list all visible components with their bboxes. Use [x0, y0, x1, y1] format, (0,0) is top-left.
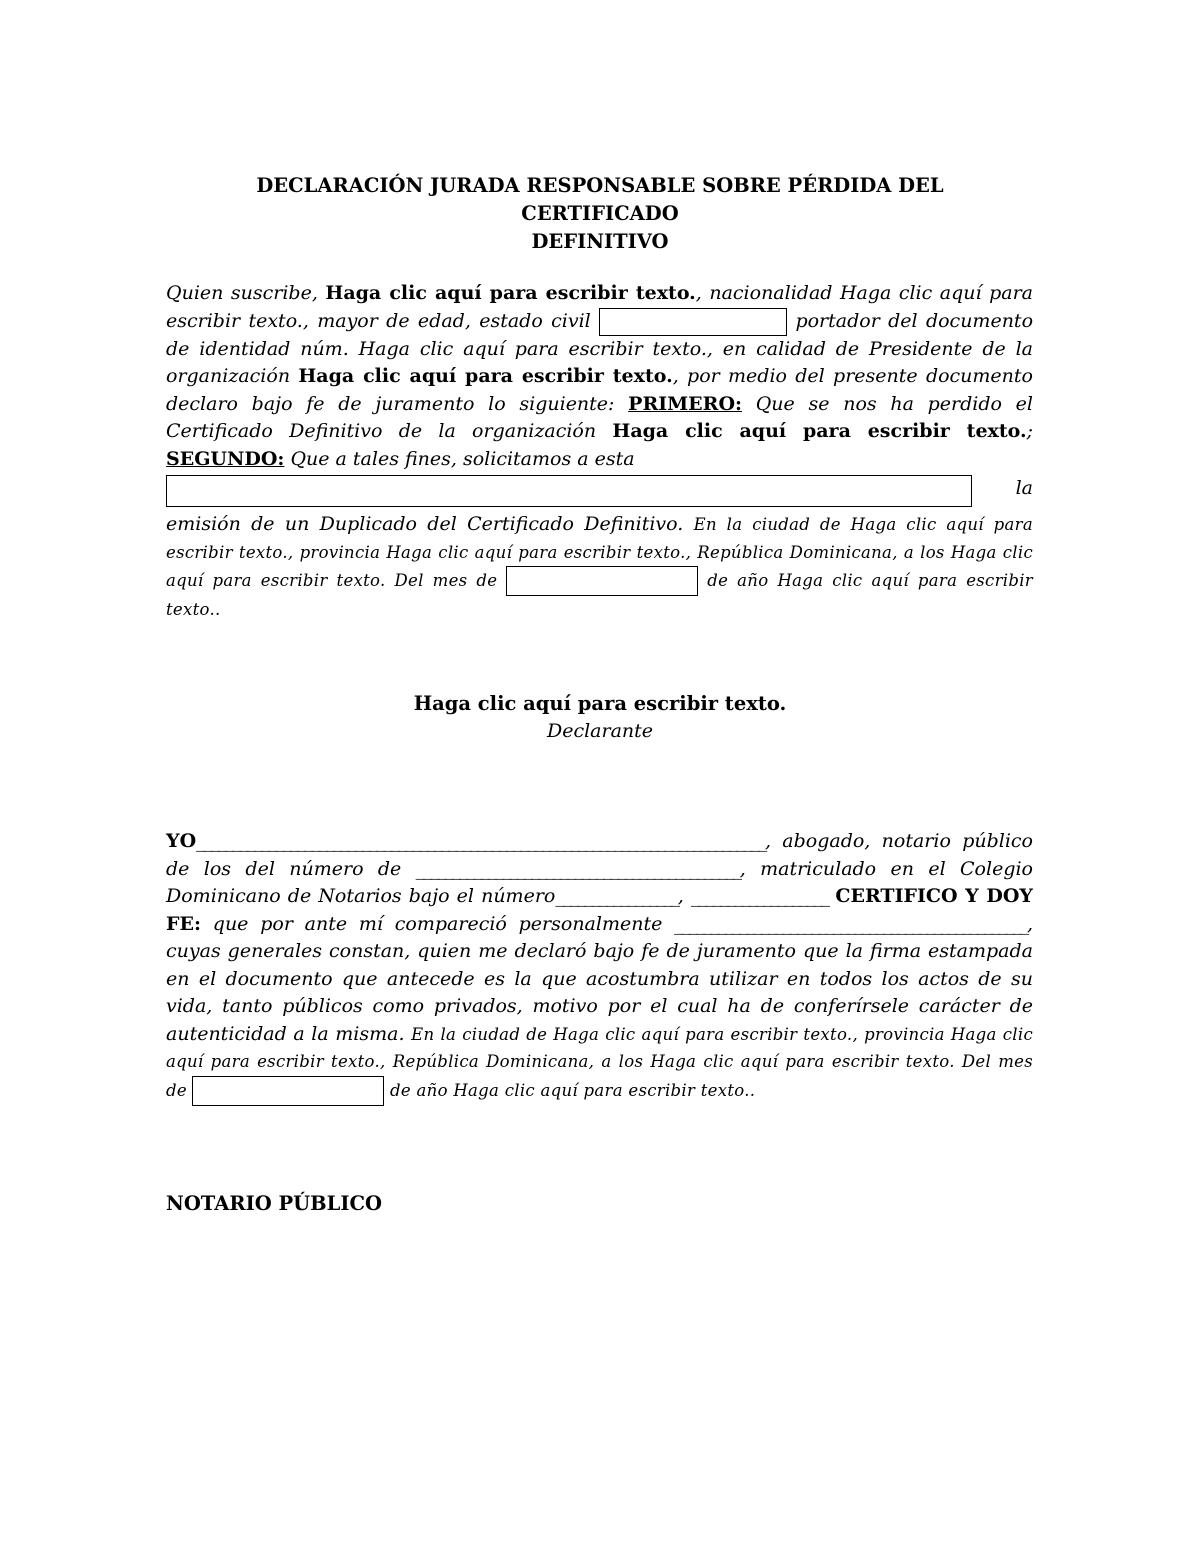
certifico-label: CERTIFICO Y DOY FE: — [166, 885, 1033, 935]
declaration-paragraph — [166, 280, 1033, 624]
notary-paragraph — [166, 828, 1033, 1106]
declarant-role: Declarante — [546, 720, 654, 742]
p2-text-1: , abogado, notario público de los del número de — [166, 830, 1033, 880]
organization-name-field-2[interactable]: Haga clic aquí para escribir texto. — [612, 420, 1027, 442]
p2-text-7: de año Haga clic aquí para escribir texto.. — [384, 1080, 756, 1100]
p1-text-3: portador del documento de identidad núm. Haga clic aquí para escribir texto., en calidad de Presidente de la organización — [166, 309, 1034, 387]
matricula-blank-line: _________________ — [555, 885, 678, 907]
p2-text-6: En la ciudad de Haga clic aquí para escribir texto., provincia Haga clic aquí para escribir texto., República Dominicana, a los Haga clic aquí para escribir texto. Del mes de — [166, 1024, 1033, 1100]
compareciente-blank-line: _________________________________________________ — [674, 912, 1027, 935]
p1-text-6: ; — [1026, 420, 1033, 442]
p1-text-5: Que se nos ha perdido el Certificado Definitivo de la organización — [166, 392, 1033, 442]
p1-text-la: la — [1015, 477, 1033, 499]
p1-text-1: Quien suscribe, — [166, 282, 326, 304]
p2-text-5: , cuyas generales constan, quien me declaró bajo fe de juramento que la firma estampada en el documento que antecede es la que acostumbra utilizar en todos los actos de su vida, tanto públicos como privados, motivo por el cual ha de conferírsele carácter de autenticidad a la misma. — [166, 912, 1033, 1045]
segundo-label: SEGUNDO: — [166, 447, 285, 470]
organization-name-field[interactable]: Haga clic aquí para escribir texto. — [298, 365, 673, 387]
p1-text-9: En la ciudad de Haga clic aquí para escribir texto., provincia Haga clic aquí para escribir texto., República Dominicana, a los Haga clic aquí para escribir texto. Del mes de — [166, 515, 1033, 590]
yo-blank-line: _______________________________________________________________________________ — [196, 830, 765, 852]
yo-label: YO — [166, 830, 197, 852]
declarant-signature-name[interactable]: Haga clic aquí para escribir texto. — [413, 692, 787, 715]
p2-text-2: , matriculado en el Colegio Dominicano de Notarios bajo el número — [166, 857, 1033, 907]
civil-status-field[interactable] — [599, 308, 787, 336]
title-line-2: DEFINITIVO — [531, 230, 669, 253]
notary-month-field[interactable] — [192, 1076, 384, 1106]
primero-label: PRIMERO: — [628, 392, 743, 415]
declarant-name-field[interactable]: Haga clic aquí para escribir texto. — [325, 282, 696, 304]
document-title — [180, 172, 1020, 256]
p2-text-3: , — [677, 885, 691, 907]
extra-blank-line: ___________________ — [690, 885, 828, 907]
p1-text-10: de año Haga clic aquí para escribir texto.. — [166, 571, 1033, 619]
p2-text-4: que por ante mí compareció personalmente — [201, 912, 675, 935]
p1-text-7: Que a tales fines, solicitamos a esta — [284, 447, 635, 470]
number-blank-line: _____________________________________________ — [415, 857, 740, 880]
p1-text-8: emisión de un Duplicado del Certificado Definitivo. — [166, 513, 694, 535]
institution-field[interactable] — [166, 475, 972, 507]
p1-text-2: , nacionalidad Haga clic aquí para escribir texto., mayor de edad, estado civil — [166, 282, 1033, 332]
month-field[interactable] — [506, 566, 698, 596]
title-line-1: DECLARACIÓN JURADA RESPONSABLE SOBRE PÉRDIDA DEL CERTIFICADO — [256, 174, 944, 225]
notary-signature-label: NOTARIO PÚBLICO — [166, 1192, 382, 1215]
institution-row — [166, 475, 1033, 507]
p1-text-4: , por medio del presente documento declaro bajo fe de juramento lo siguiente: — [166, 365, 1033, 415]
